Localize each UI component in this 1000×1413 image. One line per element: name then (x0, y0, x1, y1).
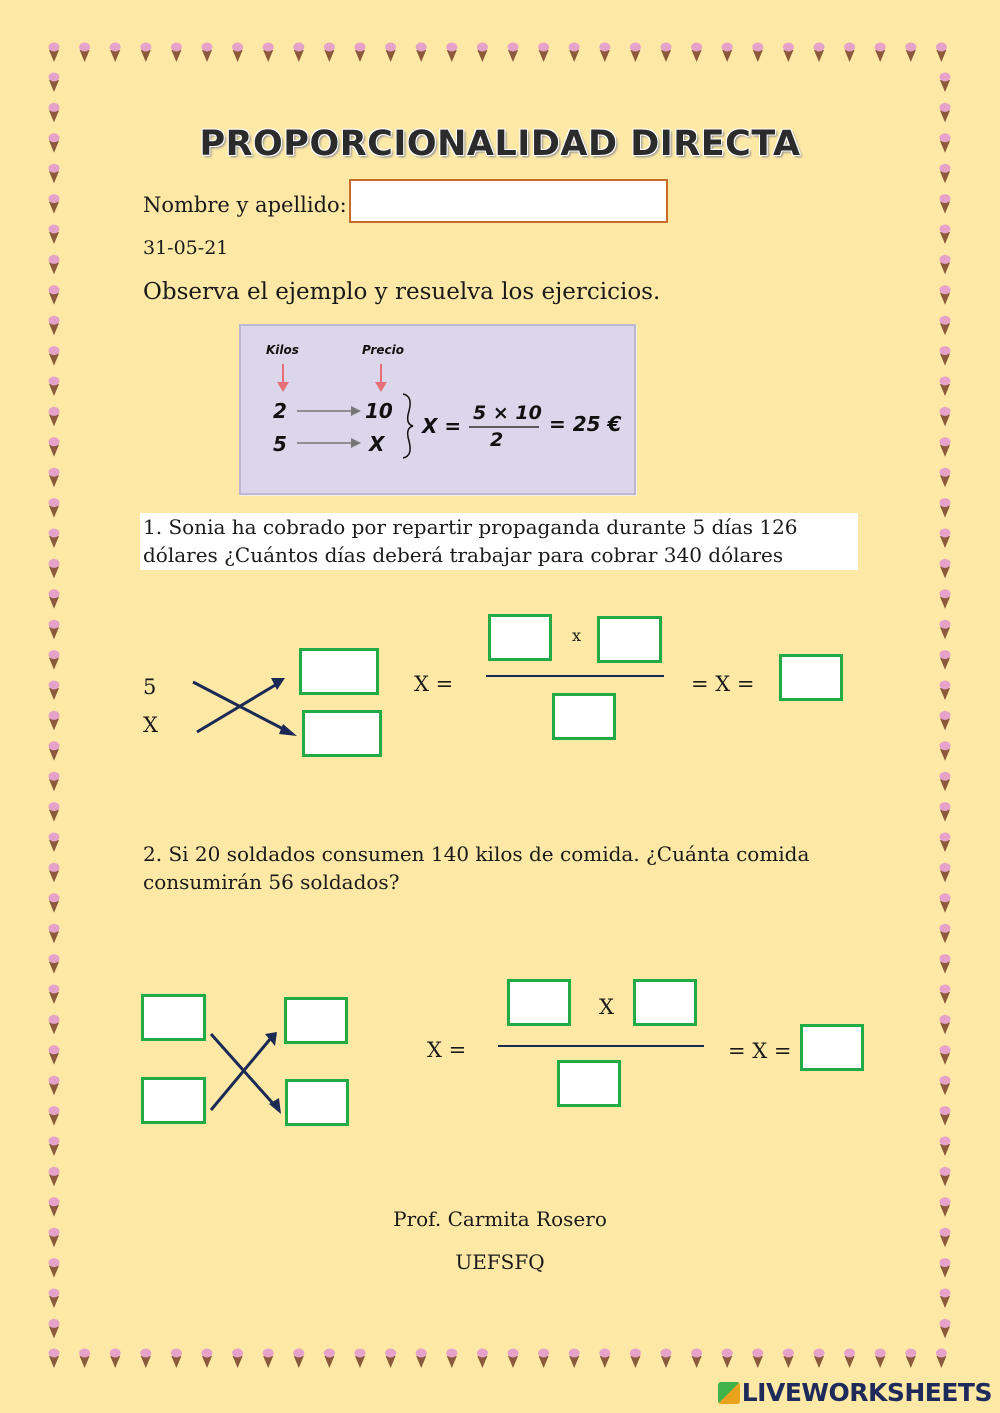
ice-cream-cone-icon (940, 498, 951, 517)
exercise1-numerator-box-1[interactable] (488, 614, 552, 661)
ice-cream-cone-icon (171, 43, 182, 63)
ice-cream-cone-icon (477, 43, 488, 63)
ice-cream-cone-icon (49, 863, 60, 883)
ice-cream-cone-icon (940, 711, 951, 731)
exercise2-answer-box-bottom-right[interactable] (285, 1079, 349, 1126)
ice-cream-cone-icon (416, 1349, 427, 1369)
teacher-name: Prof. Carmita Rosero (393, 1207, 607, 1231)
example-result: = 25 € (549, 412, 622, 436)
ice-cream-cone-icon (940, 954, 951, 974)
ice-cream-cone-icon (940, 1045, 951, 1065)
ice-cream-cone-icon (110, 43, 121, 63)
ice-cream-cone-icon (940, 650, 951, 670)
ice-cream-cone-icon (940, 802, 951, 822)
brand-text: LIVEWORKSHEETS (741, 1378, 992, 1407)
exercise1-answer-box-bottom-right[interactable] (302, 710, 382, 757)
ice-cream-cone-icon (324, 43, 335, 63)
ice-cream-cone-icon (661, 1349, 672, 1369)
ice-cream-cone-icon (49, 43, 60, 63)
ice-cream-cone-icon (79, 1349, 90, 1369)
ice-cream-cone-icon (49, 1167, 60, 1187)
ice-cream-cone-icon (691, 43, 702, 63)
exercise2-result-label: = X = (728, 1039, 792, 1063)
ice-cream-cone-icon (171, 1349, 182, 1369)
ice-cream-cone-icon (49, 1045, 60, 1065)
ice-cream-cone-icon (940, 681, 951, 701)
exercise1-denominator-box[interactable] (552, 693, 616, 740)
ice-cream-cone-icon (49, 833, 60, 853)
ice-cream-cone-icon (385, 1349, 396, 1369)
ice-cream-cone-icon (355, 43, 366, 63)
ice-cream-cone-icon (49, 985, 60, 1005)
ice-cream-cone-icon (508, 43, 519, 63)
ice-cream-cone-icon (691, 1349, 702, 1369)
kilos-header: Kilos (266, 343, 299, 357)
ice-cream-cone-icon (936, 1349, 947, 1369)
example-row1-kilos: 2 (273, 399, 287, 423)
ice-cream-cone-icon (940, 620, 951, 640)
exercise2-question (143, 840, 809, 896)
ice-cream-cone-icon (49, 711, 60, 731)
ice-cream-cone-icon (940, 893, 951, 913)
ice-cream-cone-icon (202, 43, 213, 63)
ice-cream-cone-icon (49, 954, 60, 974)
ice-cream-cone-icon (446, 1349, 457, 1369)
exercise1-numerator-box-2[interactable] (597, 616, 662, 663)
ice-cream-cone-icon (936, 43, 947, 63)
ice-cream-cone-icon (940, 1015, 951, 1035)
ice-cream-cone-icon (940, 346, 951, 366)
ice-cream-cone-icon (446, 43, 457, 63)
exercise2-numerator-box-1[interactable] (507, 979, 571, 1026)
ice-cream-cone-icon (140, 43, 151, 63)
ice-cream-cone-icon (49, 225, 60, 245)
ice-cream-cone-icon (940, 833, 951, 853)
exercise2-answer-box-top-left[interactable] (141, 994, 206, 1041)
exercise2-result-box[interactable] (800, 1024, 864, 1071)
ice-cream-cone-icon (844, 43, 855, 63)
ice-cream-cone-icon (538, 43, 549, 63)
ice-cream-cone-icon (232, 1349, 243, 1369)
ice-cream-cone-icon (940, 255, 951, 275)
example-numerator: 5 × 10 (473, 402, 542, 424)
ice-cream-cone-icon (940, 985, 951, 1005)
exercise2-denominator-box[interactable] (557, 1060, 621, 1107)
ice-cream-cone-icon (940, 1076, 951, 1096)
ice-cream-cone-icon (49, 164, 60, 184)
ice-cream-cone-icon (416, 43, 427, 63)
ice-cream-cone-icon (814, 1349, 825, 1369)
exercise2-answer-box-bottom-left[interactable] (141, 1077, 206, 1124)
ice-cream-cone-icon (49, 589, 60, 609)
ice-cream-cone-icon (49, 346, 60, 366)
ice-cream-cone-icon (940, 529, 951, 549)
exercise2-numerator-box-2[interactable] (633, 979, 697, 1026)
name-label: Nombre y apellido: (143, 193, 347, 217)
ice-cream-cone-icon (940, 164, 951, 184)
example-figure (239, 324, 636, 495)
ice-cream-cone-icon (940, 741, 951, 761)
school-name: UEFSFQ (455, 1250, 545, 1274)
ice-cream-cone-icon (477, 1349, 488, 1369)
ice-cream-cone-icon (49, 802, 60, 822)
ice-cream-cone-icon (940, 103, 951, 123)
ice-cream-cone-icon (49, 741, 60, 761)
example-row2-kilos: 5 (273, 432, 287, 456)
ice-cream-cone-icon (722, 1349, 733, 1369)
ice-cream-cone-icon (844, 1349, 855, 1369)
ice-cream-cone-icon (49, 73, 60, 93)
ice-cream-cone-icon (940, 407, 951, 427)
ice-cream-cone-icon (49, 620, 60, 640)
ice-cream-cone-icon (940, 1289, 951, 1309)
ice-cream-cone-icon (49, 1289, 60, 1309)
ice-cream-cone-icon (49, 194, 60, 214)
precio-header: Precio (362, 343, 404, 357)
ice-cream-cone-icon (49, 468, 60, 488)
ice-cream-cone-icon (905, 43, 916, 63)
exercise1-answer-box-top-right[interactable] (299, 648, 379, 695)
ice-cream-cone-icon (110, 1349, 121, 1369)
ice-cream-cone-icon (293, 1349, 304, 1369)
ice-cream-cone-icon (940, 194, 951, 214)
ice-cream-cone-icon (569, 43, 580, 63)
ice-cream-cone-icon (940, 772, 951, 792)
ice-cream-cone-icon (940, 437, 951, 457)
exercise2-times-sign: X (599, 995, 614, 1019)
ice-cream-cone-icon (49, 1076, 60, 1096)
ice-cream-cone-icon (140, 1349, 151, 1369)
exercise2-answer-box-top-right[interactable] (284, 997, 348, 1044)
brand-logo (718, 1378, 992, 1407)
ice-cream-cone-icon (940, 559, 951, 579)
ice-cream-cone-icon (814, 43, 825, 63)
ice-cream-cone-icon (940, 1319, 951, 1339)
exercise1-fraction-bar (486, 675, 664, 677)
exercise1-question (143, 513, 798, 569)
ice-cream-cone-icon (875, 1349, 886, 1369)
ice-cream-cone-icon (722, 43, 733, 63)
ice-cream-cone-icon (202, 1349, 213, 1369)
date-text: 31-05-21 (143, 237, 229, 259)
ice-cream-cone-icon (49, 772, 60, 792)
exercise1-left-bottom: X (143, 713, 158, 737)
exercise1-cross-arrows (185, 670, 305, 740)
ice-cream-cone-icon (940, 468, 951, 488)
ice-cream-cone-icon (599, 1349, 610, 1369)
ice-cream-cone-icon (940, 1106, 951, 1126)
ice-cream-cone-icon (49, 377, 60, 397)
ice-cream-cone-icon (940, 377, 951, 397)
ice-cream-cone-icon (49, 529, 60, 549)
ice-cream-cone-icon (752, 43, 763, 63)
ice-cream-cone-icon (940, 589, 951, 609)
example-x-equals: X = (422, 414, 462, 438)
example-denominator: 2 (490, 429, 504, 451)
ice-cream-cone-icon (49, 1137, 60, 1157)
ice-cream-cone-icon (49, 1015, 60, 1035)
ice-cream-cone-icon (630, 43, 641, 63)
exercise2-x-equals: X = (427, 1038, 467, 1062)
ice-cream-cone-icon (49, 316, 60, 336)
ice-cream-cone-icon (508, 1349, 519, 1369)
ice-cream-cone-icon (940, 73, 951, 93)
ice-cream-cone-icon (49, 498, 60, 517)
exercise1-result-box[interactable] (779, 654, 843, 701)
ice-cream-cone-icon (49, 407, 60, 427)
ice-cream-cone-icon (630, 1349, 641, 1369)
ice-cream-cone-icon (940, 863, 951, 883)
ice-cream-cone-icon (599, 43, 610, 63)
name-input[interactable] (349, 179, 668, 223)
exercise2-line2: consumirán 56 soldados? (143, 870, 400, 894)
ice-cream-cone-icon (783, 1349, 794, 1369)
ice-cream-cone-icon (940, 1167, 951, 1187)
liveworksheets-logo-icon (718, 1382, 740, 1404)
ice-cream-cone-icon (940, 225, 951, 245)
ice-cream-cone-icon (324, 1349, 335, 1369)
ice-cream-cone-icon (905, 1349, 916, 1369)
ice-cream-cone-icon (263, 43, 274, 63)
ice-cream-cone-icon (49, 681, 60, 701)
exercise2-cross-arrows (205, 1028, 290, 1118)
exercise1-line1: 1. Sonia ha cobrado por repartir propaganda durante 5 días 126 (143, 515, 798, 539)
example-row2-precio: X (369, 432, 385, 456)
ice-cream-cone-icon (49, 1106, 60, 1126)
exercise1-left-top: 5 (143, 675, 157, 699)
ice-cream-cone-icon (49, 559, 60, 579)
ice-cream-cone-icon (49, 285, 60, 305)
ice-cream-cone-icon (385, 43, 396, 63)
ice-cream-cone-icon (752, 1349, 763, 1369)
ice-cream-cone-icon (355, 1349, 366, 1369)
ice-cream-cone-icon (940, 924, 951, 944)
exercise2-fraction-bar (498, 1045, 704, 1047)
exercise1-result-label: = X = (691, 672, 755, 696)
ice-cream-cone-icon (293, 43, 304, 63)
ice-cream-cone-icon (79, 43, 90, 63)
ice-cream-cone-icon (49, 650, 60, 670)
ice-cream-cone-icon (49, 893, 60, 913)
ice-cream-cone-icon (569, 1349, 580, 1369)
ice-cream-cone-icon (940, 1137, 951, 1157)
ice-cream-cone-icon (940, 316, 951, 336)
ice-cream-cone-icon (263, 1349, 274, 1369)
exercise1-x-equals: X = (414, 672, 454, 696)
ice-cream-cone-icon (875, 43, 886, 63)
exercise2-line1: 2. Si 20 soldados consumen 140 kilos de comida. ¿Cuánta comida (143, 842, 810, 866)
ice-cream-cone-icon (49, 437, 60, 457)
ice-cream-cone-icon (49, 255, 60, 275)
instruction-text: Observa el ejemplo y resuelva los ejercicios. (143, 279, 661, 305)
ice-cream-cone-icon (783, 43, 794, 63)
ice-cream-cone-icon (661, 43, 672, 63)
ice-cream-cone-icon (940, 285, 951, 305)
ice-cream-cone-icon (49, 1319, 60, 1339)
example-row1-precio: 10 (365, 399, 393, 423)
exercise1-line2: dólares ¿Cuántos días deberá trabajar para cobrar 340 dólares (143, 543, 784, 567)
ice-cream-cone-icon (49, 103, 60, 123)
ice-cream-cone-icon (232, 43, 243, 63)
exercise1-times-sign: x (572, 626, 582, 645)
ice-cream-cone-icon (538, 1349, 549, 1369)
page-title: PROPORCIONALIDAD DIRECTA (199, 124, 801, 164)
ice-cream-cone-icon (49, 1349, 60, 1369)
ice-cream-cone-icon (49, 924, 60, 944)
